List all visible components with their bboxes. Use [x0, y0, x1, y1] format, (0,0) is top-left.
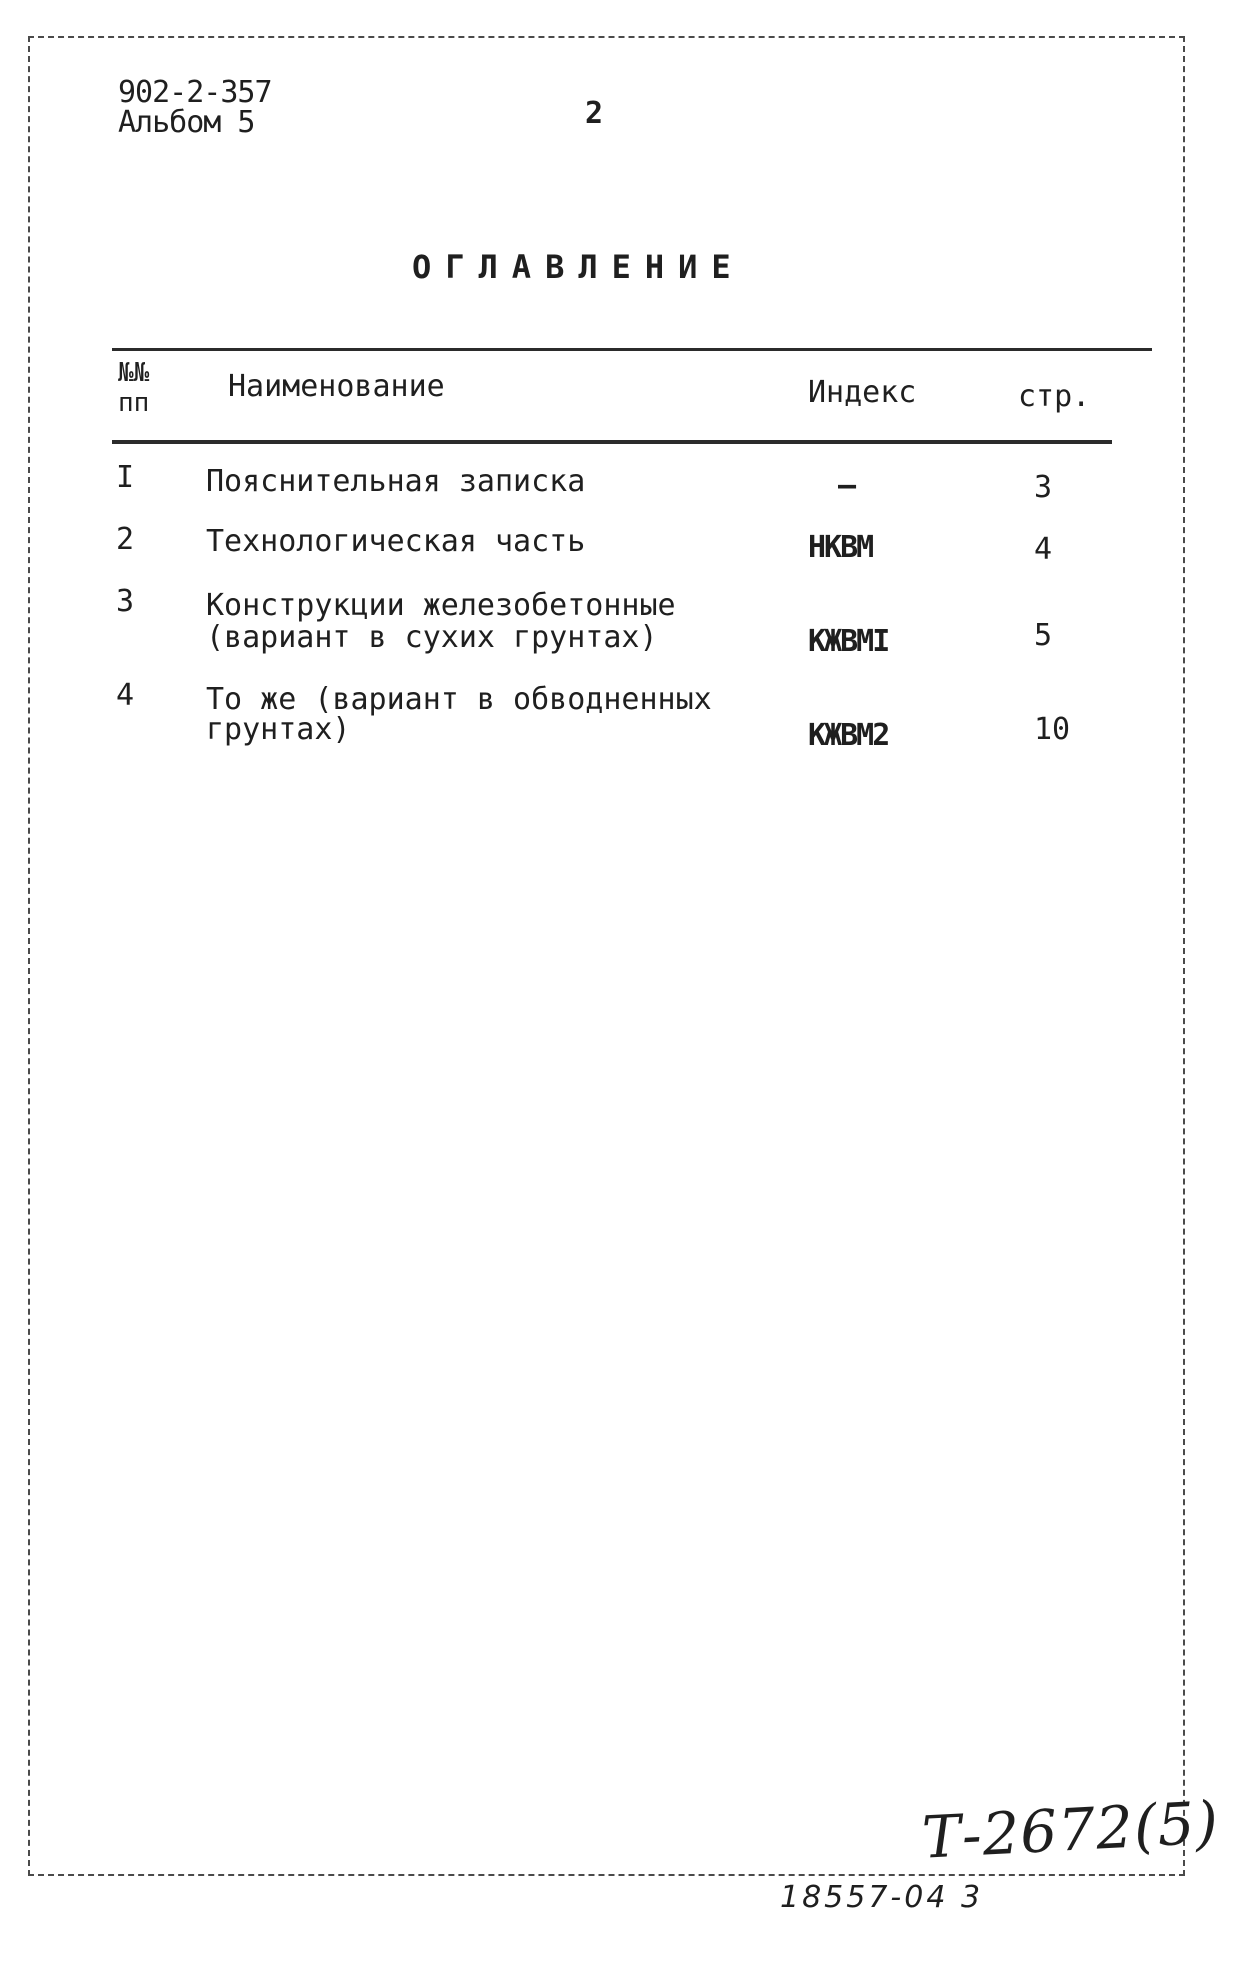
handwritten-code: Т-2672(5) — [920, 1788, 1221, 1872]
row-1-name: Пояснительная записка — [206, 464, 586, 499]
table-of-contents-title: ОГЛАВЛЕНИЕ — [412, 248, 745, 286]
column-header-number — [118, 358, 149, 418]
column-header-name: Наименование — [228, 369, 445, 404]
row-3-name-line1: Конструкции железобетонные — [206, 588, 676, 623]
column-header-page: стр. — [1018, 379, 1091, 414]
row-4-number: 4 — [116, 678, 135, 713]
row-4-index: КЖВМ2 — [808, 718, 889, 753]
row-2-index: НКВМ — [808, 530, 873, 565]
column-header-number-line1: №№ — [118, 358, 150, 388]
column-header-number-line2: пп — [118, 388, 150, 418]
page-number: 2 — [585, 96, 604, 131]
album-label: Альбом 5 — [118, 105, 255, 140]
row-3-page: 5 — [1034, 618, 1053, 653]
page-frame — [28, 36, 1185, 1876]
table-header-rule — [112, 440, 1112, 444]
row-1-index: – — [838, 468, 855, 503]
row-3-index: КЖВМI — [808, 624, 889, 659]
row-1-page: 3 — [1034, 470, 1053, 505]
row-2-page: 4 — [1034, 532, 1053, 567]
row-3-name-line2: (вариант в сухих грунтах) — [206, 620, 658, 655]
row-4-name-line2: грунтах) — [206, 712, 351, 747]
row-3-number: 3 — [116, 584, 135, 619]
archive-number: 18557-04 3 — [780, 1880, 984, 1915]
row-1-number: I — [116, 460, 135, 495]
table-top-rule — [112, 348, 1152, 351]
row-2-number: 2 — [116, 522, 135, 557]
document-code: 902-2-357 — [118, 75, 272, 110]
row-4-page: 10 — [1034, 712, 1071, 747]
column-header-index: Индекс — [808, 375, 917, 410]
row-4-name-line1: То же (вариант в обводненных — [206, 682, 712, 717]
row-2-name: Технологическая часть — [206, 524, 586, 559]
